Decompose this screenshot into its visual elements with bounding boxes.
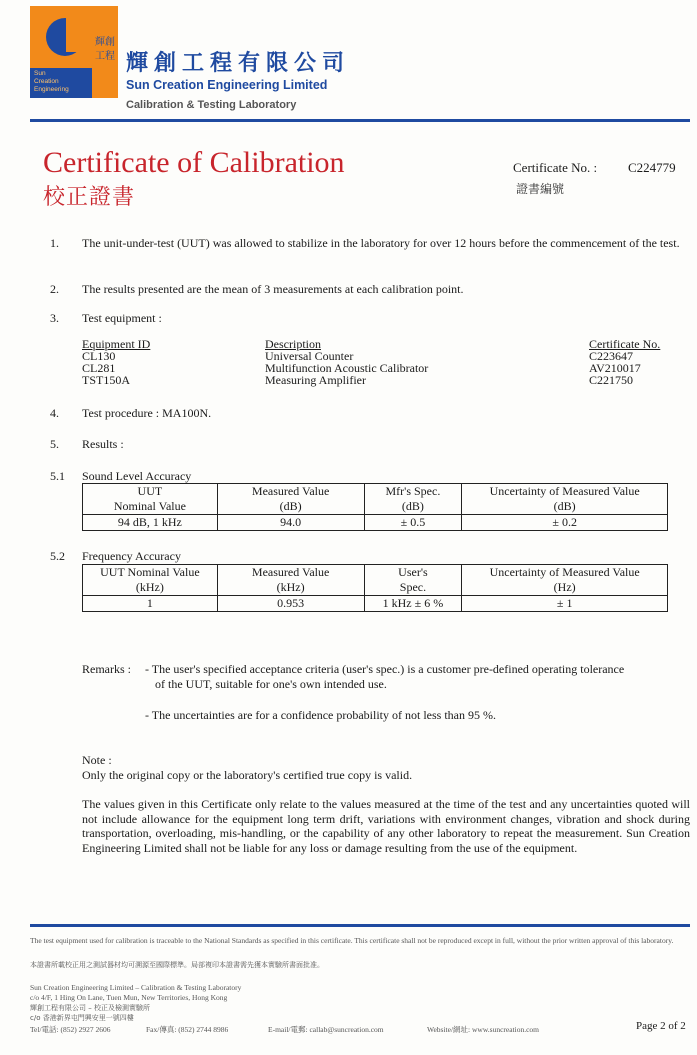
traceability-note-chinese: 本證書所載校正用之測試器材均可溯源至國際標準。局部複印本證書需先獲本實驗所書面批准。 [30, 961, 324, 969]
page-number: Page 2 of 2 [636, 1020, 686, 1032]
table-cell: ± 1 [462, 596, 668, 612]
footer-website: Website/網址: www.suncreation.com [427, 1025, 540, 1034]
table-cell: 94 dB, 1 kHz [83, 515, 218, 531]
header-line: User's [398, 565, 428, 579]
item-number: 3. [50, 311, 59, 325]
frequency-table [82, 564, 668, 612]
header-line: (dB) [279, 499, 302, 513]
note-line: Only the original copy or the laboratory's certified true copy is valid. [82, 768, 413, 782]
footer-fax: Fax/傳真: (852) 2744 8986 [146, 1025, 229, 1034]
header-line: Measured Value [251, 484, 330, 498]
disclaimer-paragraph: The values given in this Certificate only relate to the values measured at the time of the test and any uncertainties quoted will not include allowance for the equipment long term drift, variations with environment changes, vibration and shock during transportation, overloading, mis-handling, or the capability of any other laboratory to repeat the measurement. Sun Creation Engineering Limited shall not be liable for any loss or damage resulting from the use of the equipment. [82, 797, 690, 855]
table-header-row [83, 565, 668, 596]
remark-line: of the UUT, suitable for one's own intended use. [155, 677, 387, 691]
equipment-certificate-no: C223647 [589, 349, 634, 363]
equipment-id: TST150A [82, 373, 130, 387]
item-text: Test procedure : MA100N. [82, 406, 212, 420]
equipment-certificate-header: Certificate No. [589, 337, 661, 351]
header-line: Uncertainty of Measured Value [489, 484, 640, 498]
item-text: The results presented are the mean of 3 measurements at each calibration point. [82, 282, 464, 296]
header-line: (dB) [401, 499, 424, 513]
section-number: 5.2 [50, 549, 65, 563]
header-line: UUT [137, 484, 163, 498]
footer-address: Sun Creation Engineering Limited – Calibration & Testing Laboratory [30, 983, 242, 992]
header-line: (Hz) [553, 580, 576, 594]
equipment-description-column [265, 350, 428, 386]
footer-address-chinese: c/o 香港新界屯門興安里一號四樓 [30, 1014, 134, 1022]
header-line: Spec. [399, 580, 427, 594]
table-header-cell [217, 565, 364, 596]
remark-line: - The uncertainties are for a confidence probability of not less than 95 %. [145, 708, 496, 722]
table-header-cell [462, 484, 668, 515]
footer-telephone: Tel/電話: (852) 2927 2606 [30, 1025, 111, 1034]
certificate-number-label-chinese: 證書編號 [516, 182, 565, 196]
equipment-description-header: Description [265, 337, 321, 351]
certificate-title: Certificate of Calibration [43, 146, 345, 179]
item-number: 2. [50, 282, 59, 296]
header-line: Nominal Value [113, 499, 186, 513]
company-logo [30, 6, 118, 98]
table-cell: 94.0 [217, 515, 364, 531]
table-row [83, 515, 668, 531]
equipment-id: CL130 [82, 349, 116, 363]
table-header-cell [364, 565, 462, 596]
equipment-certificate-no: AV210017 [589, 361, 641, 375]
header-line: Uncertainty of Measured Value [489, 565, 640, 579]
table-cell: ± 0.2 [462, 515, 668, 531]
table-row [83, 596, 668, 612]
header-line: Mfr's Spec. [385, 484, 441, 498]
table-cell: ± 0.5 [364, 515, 462, 531]
equipment-certificate-no: C221750 [589, 373, 634, 387]
table-header-cell [462, 565, 668, 596]
equipment-description: Multifunction Acoustic Calibrator [265, 361, 429, 375]
header-line: Measured Value [251, 565, 330, 579]
equipment-id-header: Equipment ID [82, 337, 151, 351]
logo-en-line: Creation [34, 78, 59, 85]
equipment-certificate-column [589, 350, 641, 386]
logo-english-text [34, 70, 69, 94]
equipment-id: CL281 [82, 361, 116, 375]
header-line: (kHz) [135, 580, 164, 594]
footer-address: c/o 4/F, 1 Hing On Lane, Tuen Mun, New Territories, Hong Kong [30, 993, 228, 1002]
traceability-note: The test equipment used for calibration is traceable to the National Standards as specified in this certificate. This certificate shall not be reproduced except in full, without the prior written approval of this laboratory. [30, 936, 674, 945]
footer-email: E-mail/電郵: callab@suncreation.com [268, 1025, 384, 1034]
table-cell: 0.953 [217, 596, 364, 612]
footer-address-chinese: 輝創工程有限公司 – 校正及檢測實驗所 [30, 1004, 150, 1012]
header-line: UUT Nominal Value [100, 565, 200, 579]
logo-bar-shape [66, 6, 92, 52]
sound-level-table [82, 483, 668, 531]
item-number: 5. [50, 437, 59, 451]
item-text: Results : [82, 437, 124, 451]
section-title: Sound Level Accuracy [82, 469, 192, 483]
item-number: 1. [50, 236, 59, 250]
table-cell: 1 kHz ± 6 % [364, 596, 462, 612]
laboratory-name: Calibration & Testing Laboratory [126, 99, 297, 111]
company-name-english: Sun Creation Engineering Limited [126, 78, 328, 92]
remarks-label: Remarks : [82, 662, 131, 676]
footer-divider [30, 924, 690, 927]
item-text: The unit-under-test (UUT) was allowed to stabilize in the laboratory for over 12 hours before the commencement of the test. [82, 236, 680, 250]
note-label: Note : [82, 753, 112, 767]
table-header-row [83, 484, 668, 515]
item-number: 4. [50, 406, 59, 420]
certificate-title-chinese: 校正證書 [43, 185, 136, 210]
section-title: Frequency Accuracy [82, 549, 181, 563]
table-header-cell [83, 565, 218, 596]
remark-line: - The user's specified acceptance criteria (user's spec.) is a customer pre-defined operating tolerance [145, 662, 625, 676]
table-cell: 1 [83, 596, 218, 612]
equipment-description: Measuring Amplifier [265, 373, 366, 387]
logo-chinese-text: 輝創工程 [95, 37, 115, 62]
section-number: 5.1 [50, 469, 65, 483]
equipment-id-column [82, 350, 130, 386]
company-name-chinese: 輝創工程有限公司 [126, 51, 351, 76]
logo-en-line: Sun [34, 70, 46, 77]
table-header-cell [217, 484, 364, 515]
table-header-cell [364, 484, 462, 515]
header-line: (dB) [553, 499, 576, 513]
certificate-number-label: Certificate No. : [513, 160, 598, 175]
item-text: Test equipment : [82, 311, 162, 325]
header-divider [30, 119, 690, 122]
header-line: (kHz) [276, 580, 305, 594]
certificate-number: C224779 [628, 160, 676, 175]
logo-en-line: Engineering [34, 86, 69, 93]
equipment-description: Universal Counter [265, 349, 354, 363]
table-header-cell [83, 484, 218, 515]
